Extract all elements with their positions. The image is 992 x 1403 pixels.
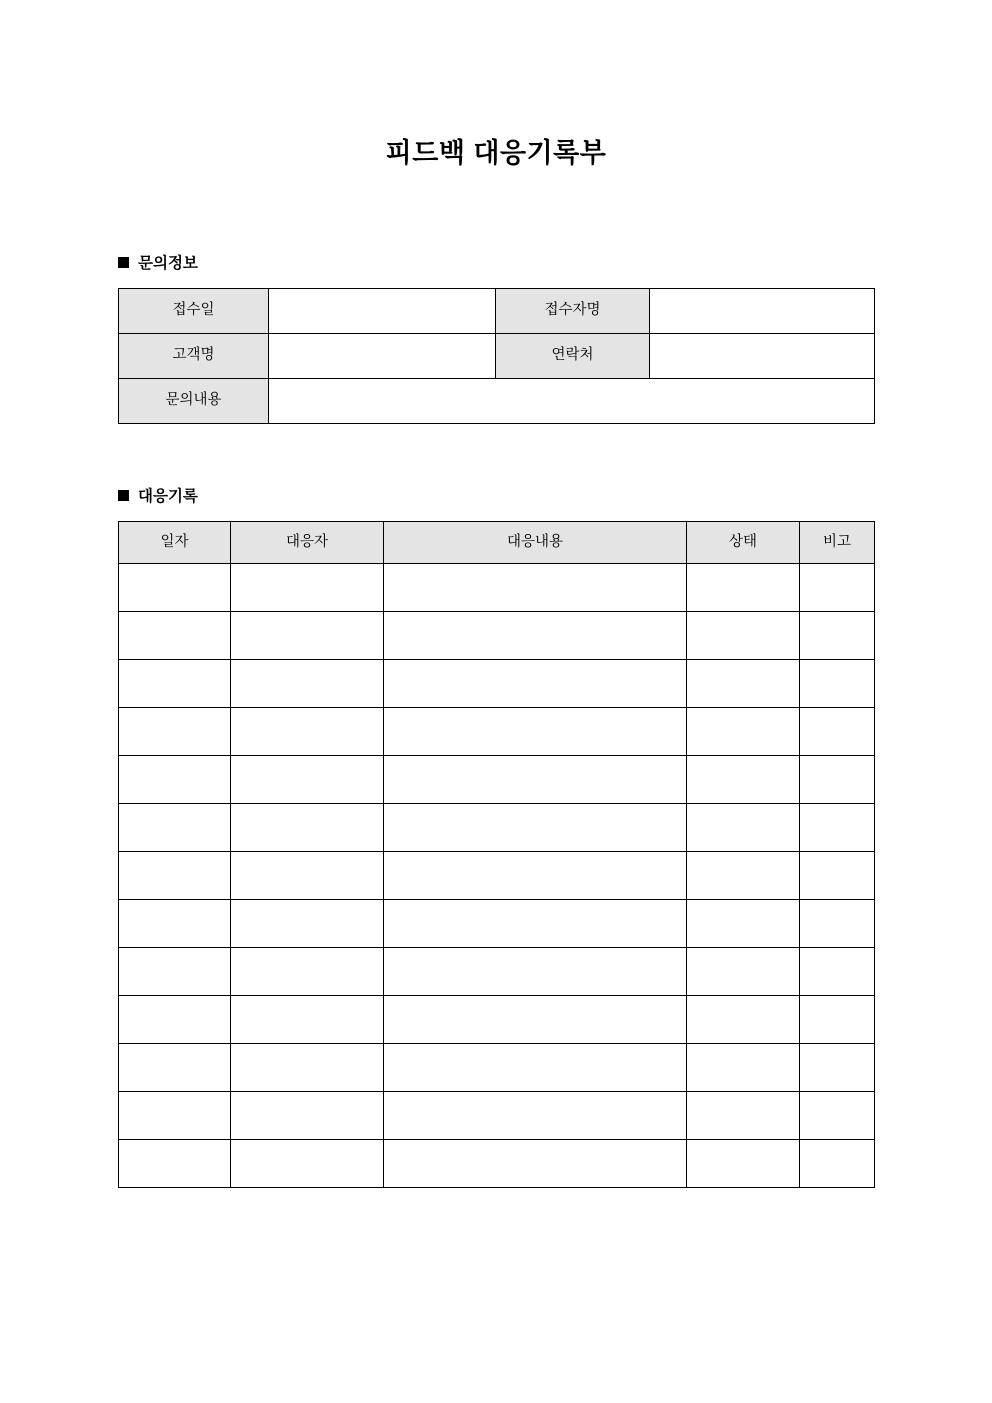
- cell-response-content[interactable]: [384, 756, 687, 804]
- cell-remarks[interactable]: [800, 948, 875, 996]
- table-row: [119, 334, 875, 379]
- cell-status[interactable]: [687, 660, 800, 708]
- cell-date[interactable]: [119, 660, 231, 708]
- cell-responder[interactable]: [231, 900, 384, 948]
- cell-responder[interactable]: [231, 756, 384, 804]
- table-row: [119, 564, 875, 612]
- cell-responder[interactable]: [231, 564, 384, 612]
- cell-remarks[interactable]: [800, 1092, 875, 1140]
- value-cell-receipt-date[interactable]: [269, 289, 496, 334]
- cell-response-content[interactable]: [384, 708, 687, 756]
- cell-status[interactable]: [687, 900, 800, 948]
- cell-response-content[interactable]: [384, 996, 687, 1044]
- table-row: [119, 996, 875, 1044]
- cell-date[interactable]: [119, 1044, 231, 1092]
- cell-remarks[interactable]: [800, 612, 875, 660]
- cell-remarks[interactable]: [800, 1044, 875, 1092]
- table-row: [119, 948, 875, 996]
- cell-remarks[interactable]: [800, 756, 875, 804]
- table-row: [119, 708, 875, 756]
- section-heading-response-records: [118, 486, 198, 508]
- cell-date[interactable]: [119, 1140, 231, 1188]
- cell-responder[interactable]: [231, 1092, 384, 1140]
- table-row: [119, 900, 875, 948]
- cell-remarks[interactable]: [800, 1140, 875, 1188]
- cell-responder[interactable]: [231, 660, 384, 708]
- table-row: [119, 756, 875, 804]
- cell-response-content[interactable]: [384, 660, 687, 708]
- column-header-remarks: 비고: [800, 522, 875, 564]
- label-cell-inquiry-content: 문의내용: [119, 379, 269, 424]
- label-cell-receiver-name: 접수자명: [496, 289, 650, 334]
- cell-date[interactable]: [119, 900, 231, 948]
- table-row: [119, 804, 875, 852]
- table-row: [119, 379, 875, 424]
- label-cell-contact: 연락처: [496, 334, 650, 379]
- cell-response-content[interactable]: [384, 564, 687, 612]
- cell-remarks[interactable]: [800, 660, 875, 708]
- section-heading-response-records-label: 대응기록: [138, 488, 198, 505]
- value-cell-inquiry-content[interactable]: [269, 379, 875, 424]
- response-records-table: [118, 521, 875, 1188]
- cell-date[interactable]: [119, 1092, 231, 1140]
- cell-response-content[interactable]: [384, 1140, 687, 1188]
- cell-status[interactable]: [687, 708, 800, 756]
- table-row: [119, 1092, 875, 1140]
- column-header-status: 상태: [687, 522, 800, 564]
- cell-responder[interactable]: [231, 996, 384, 1044]
- cell-status[interactable]: [687, 804, 800, 852]
- cell-responder[interactable]: [231, 612, 384, 660]
- cell-response-content[interactable]: [384, 804, 687, 852]
- cell-response-content[interactable]: [384, 1044, 687, 1092]
- table-row: [119, 852, 875, 900]
- cell-remarks[interactable]: [800, 564, 875, 612]
- cell-response-content[interactable]: [384, 900, 687, 948]
- cell-response-content[interactable]: [384, 1092, 687, 1140]
- label-cell-customer-name: 고객명: [119, 334, 269, 379]
- cell-status[interactable]: [687, 948, 800, 996]
- table-row: [119, 660, 875, 708]
- cell-date[interactable]: [119, 852, 231, 900]
- cell-responder[interactable]: [231, 1140, 384, 1188]
- cell-status[interactable]: [687, 612, 800, 660]
- column-header-date: 일자: [119, 522, 231, 564]
- section-heading-inquiry-info-label: 문의정보: [138, 255, 198, 272]
- filled-square-bullet-icon: [118, 257, 129, 268]
- cell-status[interactable]: [687, 996, 800, 1044]
- cell-date[interactable]: [119, 948, 231, 996]
- cell-responder[interactable]: [231, 804, 384, 852]
- table-row: [119, 612, 875, 660]
- cell-responder[interactable]: [231, 708, 384, 756]
- section-heading-inquiry-info: [118, 253, 198, 275]
- cell-response-content[interactable]: [384, 612, 687, 660]
- cell-date[interactable]: [119, 804, 231, 852]
- cell-date[interactable]: [119, 564, 231, 612]
- cell-remarks[interactable]: [800, 852, 875, 900]
- cell-remarks[interactable]: [800, 804, 875, 852]
- page-title: 피드백 대응기록부: [385, 138, 607, 168]
- cell-remarks[interactable]: [800, 708, 875, 756]
- cell-status[interactable]: [687, 1140, 800, 1188]
- cell-response-content[interactable]: [384, 852, 687, 900]
- cell-status[interactable]: [687, 1092, 800, 1140]
- cell-status[interactable]: [687, 852, 800, 900]
- cell-response-content[interactable]: [384, 948, 687, 996]
- cell-status[interactable]: [687, 756, 800, 804]
- table-row: [119, 1140, 875, 1188]
- filled-square-bullet-icon: [118, 490, 129, 501]
- inquiry-info-table: [118, 288, 875, 424]
- value-cell-contact[interactable]: [650, 334, 875, 379]
- cell-remarks[interactable]: [800, 900, 875, 948]
- cell-responder[interactable]: [231, 948, 384, 996]
- value-cell-customer-name[interactable]: [269, 334, 496, 379]
- column-header-response-content: 대응내용: [384, 522, 687, 564]
- label-cell-receipt-date: 접수일: [119, 289, 269, 334]
- cell-remarks[interactable]: [800, 996, 875, 1044]
- cell-date[interactable]: [119, 996, 231, 1044]
- cell-date[interactable]: [119, 756, 231, 804]
- cell-responder[interactable]: [231, 1044, 384, 1092]
- table-row: [119, 289, 875, 334]
- cell-status[interactable]: [687, 564, 800, 612]
- column-header-responder: 대응자: [231, 522, 384, 564]
- cell-date[interactable]: [119, 612, 231, 660]
- cell-date[interactable]: [119, 708, 231, 756]
- cell-responder[interactable]: [231, 852, 384, 900]
- value-cell-receiver-name[interactable]: [650, 289, 875, 334]
- cell-status[interactable]: [687, 1044, 800, 1092]
- table-header-row: [119, 522, 875, 564]
- table-row: [119, 1044, 875, 1092]
